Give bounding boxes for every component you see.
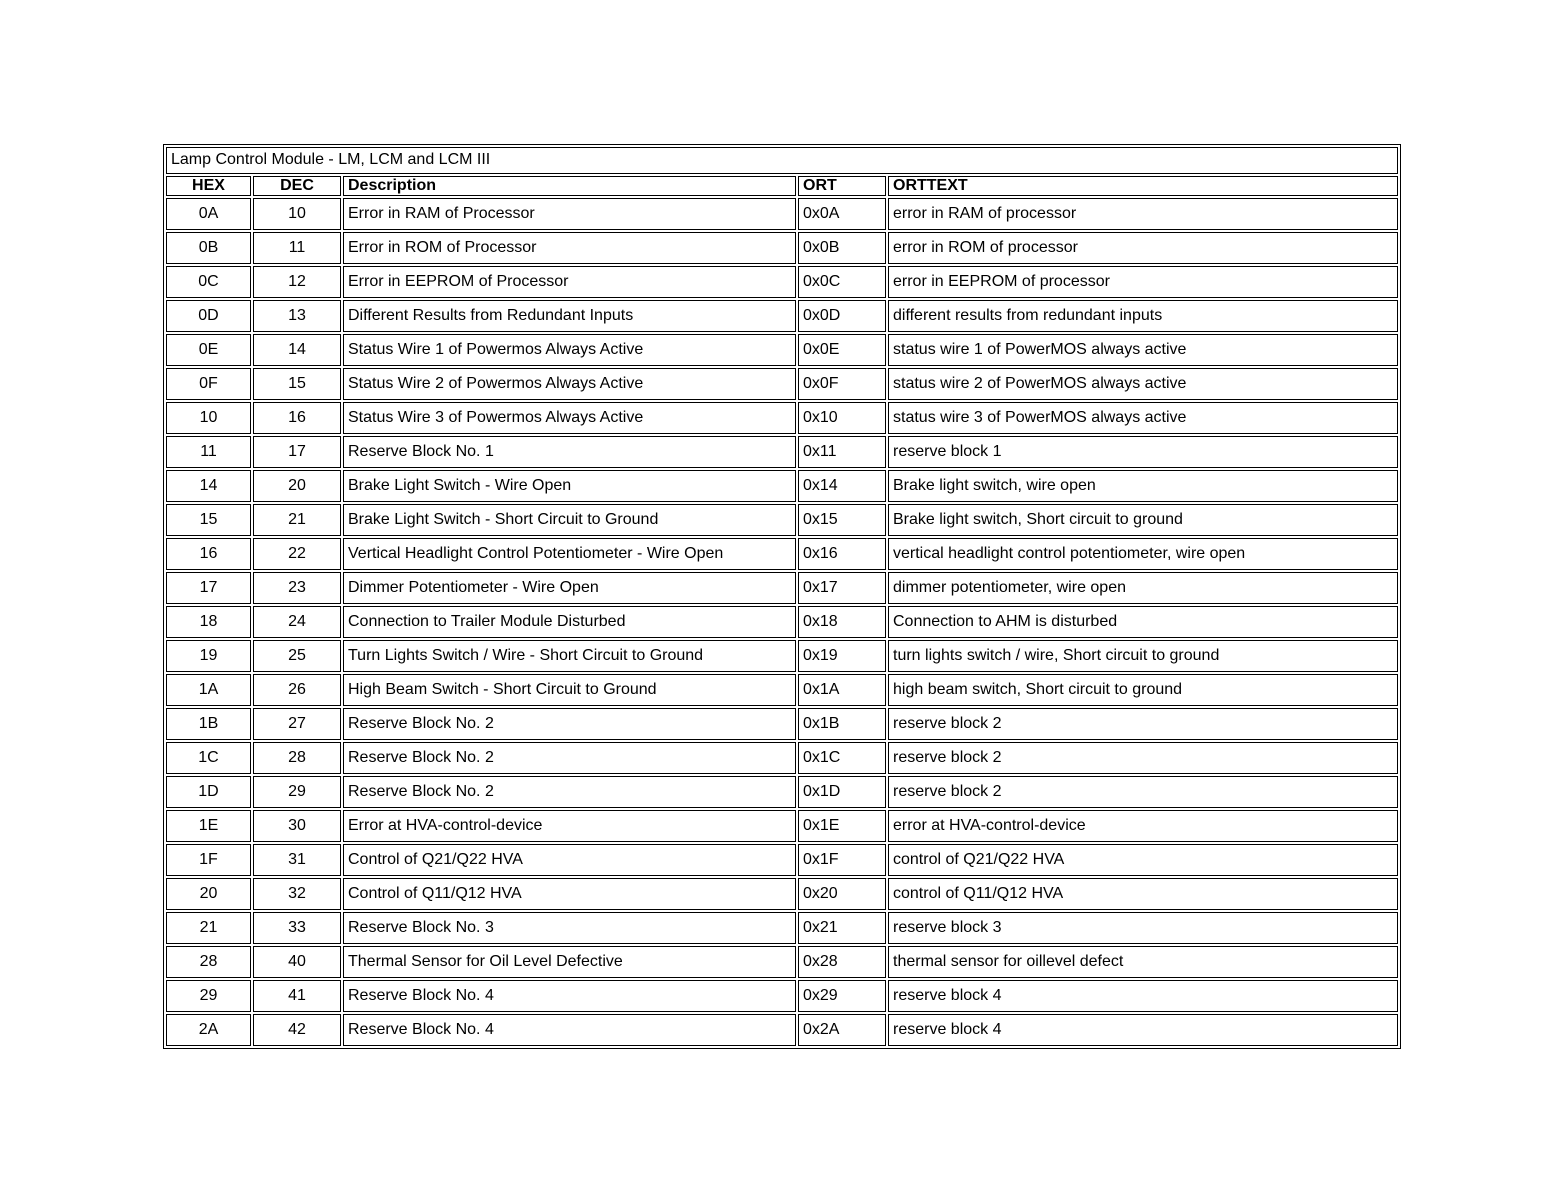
cell-description: Brake Light Switch - Short Circuit to Ground	[343, 504, 796, 536]
cell-hex: 1B	[166, 708, 251, 740]
cell-ort: 0x0D	[798, 300, 886, 332]
cell-description: Turn Lights Switch / Wire - Short Circuit to Ground	[343, 640, 796, 672]
table-row	[166, 1014, 1398, 1046]
cell-hex: 0B	[166, 232, 251, 264]
fault-code-table-container	[163, 144, 1401, 1049]
cell-description: Reserve Block No. 4	[343, 980, 796, 1012]
table-row	[166, 606, 1398, 638]
cell-hex: 1A	[166, 674, 251, 706]
cell-hex: 20	[166, 878, 251, 910]
table-row	[166, 266, 1398, 298]
cell-dec: 32	[253, 878, 341, 910]
column-header-hex: HEX	[166, 176, 251, 196]
cell-hex: 0A	[166, 198, 251, 230]
cell-orttext: reserve block 1	[888, 436, 1398, 468]
table-row	[166, 504, 1398, 536]
table-row	[166, 810, 1398, 842]
cell-dec: 41	[253, 980, 341, 1012]
cell-hex: 1E	[166, 810, 251, 842]
cell-hex: 0F	[166, 368, 251, 400]
cell-hex: 16	[166, 538, 251, 570]
cell-orttext: status wire 2 of PowerMOS always active	[888, 368, 1398, 400]
cell-dec: 10	[253, 198, 341, 230]
cell-description: High Beam Switch - Short Circuit to Ground	[343, 674, 796, 706]
cell-description: Reserve Block No. 2	[343, 708, 796, 740]
cell-ort: 0x28	[798, 946, 886, 978]
cell-ort: 0x14	[798, 470, 886, 502]
cell-ort: 0x11	[798, 436, 886, 468]
cell-ort: 0x2A	[798, 1014, 886, 1046]
cell-hex: 1F	[166, 844, 251, 876]
cell-orttext: reserve block 4	[888, 980, 1398, 1012]
cell-orttext: control of Q21/Q22 HVA	[888, 844, 1398, 876]
cell-description: Vertical Headlight Control Potentiometer - Wire Open	[343, 538, 796, 570]
cell-hex: 0C	[166, 266, 251, 298]
page-title: Lamp Control Module - LM, LCM and LCM III	[166, 147, 1398, 174]
cell-description: Status Wire 2 of Powermos Always Active	[343, 368, 796, 400]
cell-orttext: reserve block 2	[888, 776, 1398, 808]
cell-ort: 0x0C	[798, 266, 886, 298]
cell-orttext: Brake light switch, wire open	[888, 470, 1398, 502]
cell-dec: 21	[253, 504, 341, 536]
cell-description: Status Wire 1 of Powermos Always Active	[343, 334, 796, 366]
cell-orttext: high beam switch, Short circuit to ground	[888, 674, 1398, 706]
cell-dec: 33	[253, 912, 341, 944]
cell-dec: 27	[253, 708, 341, 740]
cell-description: Error in ROM of Processor	[343, 232, 796, 264]
cell-ort: 0x1F	[798, 844, 886, 876]
cell-hex: 1D	[166, 776, 251, 808]
cell-orttext: vertical headlight control potentiometer, wire open	[888, 538, 1398, 570]
table-row	[166, 402, 1398, 434]
cell-orttext: status wire 1 of PowerMOS always active	[888, 334, 1398, 366]
cell-description: Reserve Block No. 4	[343, 1014, 796, 1046]
cell-orttext: thermal sensor for oillevel defect	[888, 946, 1398, 978]
cell-description: Brake Light Switch - Wire Open	[343, 470, 796, 502]
cell-description: Connection to Trailer Module Disturbed	[343, 606, 796, 638]
cell-orttext: reserve block 2	[888, 708, 1398, 740]
cell-description: Reserve Block No. 2	[343, 776, 796, 808]
cell-hex: 11	[166, 436, 251, 468]
cell-dec: 29	[253, 776, 341, 808]
table-row	[166, 470, 1398, 502]
cell-dec: 12	[253, 266, 341, 298]
cell-dec: 25	[253, 640, 341, 672]
table-row	[166, 334, 1398, 366]
cell-orttext: error in RAM of processor	[888, 198, 1398, 230]
cell-hex: 29	[166, 980, 251, 1012]
column-header-dec: DEC	[253, 176, 341, 196]
cell-hex: 10	[166, 402, 251, 434]
table-row	[166, 538, 1398, 570]
cell-ort: 0x18	[798, 606, 886, 638]
cell-dec: 22	[253, 538, 341, 570]
table-row	[166, 640, 1398, 672]
cell-dec: 26	[253, 674, 341, 706]
header-row	[166, 176, 1398, 196]
cell-hex: 0D	[166, 300, 251, 332]
cell-orttext: reserve block 2	[888, 742, 1398, 774]
table-row	[166, 878, 1398, 910]
table-row	[166, 674, 1398, 706]
cell-ort: 0x0B	[798, 232, 886, 264]
cell-description: Different Results from Redundant Inputs	[343, 300, 796, 332]
cell-dec: 13	[253, 300, 341, 332]
cell-orttext: control of Q11/Q12 HVA	[888, 878, 1398, 910]
cell-dec: 40	[253, 946, 341, 978]
cell-dec: 15	[253, 368, 341, 400]
cell-dec: 28	[253, 742, 341, 774]
cell-ort: 0x16	[798, 538, 886, 570]
cell-hex: 1C	[166, 742, 251, 774]
table-row	[166, 572, 1398, 604]
cell-ort: 0x20	[798, 878, 886, 910]
cell-hex: 2A	[166, 1014, 251, 1046]
cell-orttext: reserve block 4	[888, 1014, 1398, 1046]
cell-hex: 0E	[166, 334, 251, 366]
cell-description: Dimmer Potentiometer - Wire Open	[343, 572, 796, 604]
fault-code-table	[163, 144, 1401, 1049]
table-row	[166, 980, 1398, 1012]
cell-orttext: dimmer potentiometer, wire open	[888, 572, 1398, 604]
cell-hex: 17	[166, 572, 251, 604]
cell-ort: 0x1E	[798, 810, 886, 842]
cell-ort: 0x29	[798, 980, 886, 1012]
table-row	[166, 300, 1398, 332]
cell-ort: 0x0F	[798, 368, 886, 400]
cell-dec: 14	[253, 334, 341, 366]
table-row	[166, 742, 1398, 774]
column-header-orttext: ORTTEXT	[888, 176, 1398, 196]
table-row	[166, 776, 1398, 808]
table-row	[166, 198, 1398, 230]
table-row	[166, 946, 1398, 978]
cell-ort: 0x0A	[798, 198, 886, 230]
cell-dec: 31	[253, 844, 341, 876]
cell-description: Error in EEPROM of Processor	[343, 266, 796, 298]
cell-ort: 0x10	[798, 402, 886, 434]
cell-dec: 42	[253, 1014, 341, 1046]
cell-description: Reserve Block No. 3	[343, 912, 796, 944]
cell-orttext: error in ROM of processor	[888, 232, 1398, 264]
cell-description: Status Wire 3 of Powermos Always Active	[343, 402, 796, 434]
cell-description: Thermal Sensor for Oil Level Defective	[343, 946, 796, 978]
cell-orttext: turn lights switch / wire, Short circuit to ground	[888, 640, 1398, 672]
cell-dec: 17	[253, 436, 341, 468]
cell-orttext: Brake light switch, Short circuit to ground	[888, 504, 1398, 536]
cell-ort: 0x15	[798, 504, 886, 536]
cell-orttext: error in EEPROM of processor	[888, 266, 1398, 298]
table-row	[166, 436, 1398, 468]
cell-hex: 19	[166, 640, 251, 672]
cell-ort: 0x17	[798, 572, 886, 604]
cell-ort: 0x1D	[798, 776, 886, 808]
cell-ort: 0x1B	[798, 708, 886, 740]
table-row	[166, 844, 1398, 876]
cell-dec: 16	[253, 402, 341, 434]
cell-description: Control of Q21/Q22 HVA	[343, 844, 796, 876]
fault-code-table-body	[166, 147, 1398, 1046]
cell-ort: 0x0E	[798, 334, 886, 366]
cell-description: Reserve Block No. 2	[343, 742, 796, 774]
cell-dec: 30	[253, 810, 341, 842]
title-row	[166, 147, 1398, 174]
cell-ort: 0x1A	[798, 674, 886, 706]
cell-dec: 23	[253, 572, 341, 604]
cell-description: Control of Q11/Q12 HVA	[343, 878, 796, 910]
cell-ort: 0x1C	[798, 742, 886, 774]
table-row	[166, 232, 1398, 264]
column-header-ort: ORT	[798, 176, 886, 196]
cell-orttext: Connection to AHM is disturbed	[888, 606, 1398, 638]
table-row	[166, 368, 1398, 400]
cell-dec: 11	[253, 232, 341, 264]
cell-ort: 0x19	[798, 640, 886, 672]
cell-orttext: status wire 3 of PowerMOS always active	[888, 402, 1398, 434]
cell-hex: 21	[166, 912, 251, 944]
column-header-description: Description	[343, 176, 796, 196]
cell-hex: 18	[166, 606, 251, 638]
table-row	[166, 708, 1398, 740]
cell-description: Reserve Block No. 1	[343, 436, 796, 468]
cell-dec: 24	[253, 606, 341, 638]
cell-hex: 15	[166, 504, 251, 536]
cell-description: Error at HVA-control-device	[343, 810, 796, 842]
cell-ort: 0x21	[798, 912, 886, 944]
cell-orttext: error at HVA-control-device	[888, 810, 1398, 842]
cell-orttext: reserve block 3	[888, 912, 1398, 944]
cell-hex: 14	[166, 470, 251, 502]
table-row	[166, 912, 1398, 944]
cell-hex: 28	[166, 946, 251, 978]
cell-orttext: different results from redundant inputs	[888, 300, 1398, 332]
cell-description: Error in RAM of Processor	[343, 198, 796, 230]
cell-dec: 20	[253, 470, 341, 502]
